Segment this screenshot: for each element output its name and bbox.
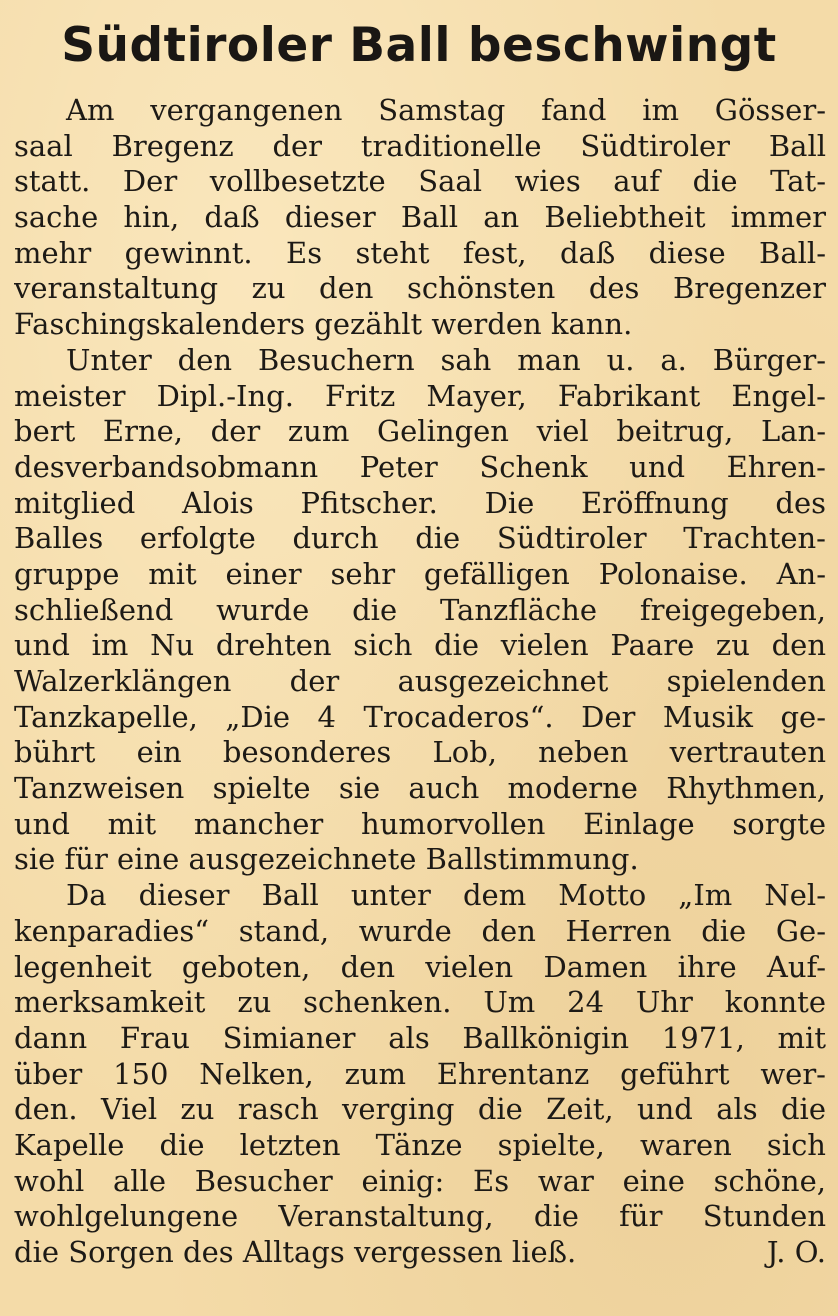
- text-line: wohl alle Besucher einig: Es war eine schöne,: [14, 1163, 826, 1198]
- text-line: mitglied Alois Pfitscher. Die Eröffnung des: [14, 485, 826, 520]
- text-line: Tanzkapelle, „Die 4 Trocaderos“. Der Musik ge-: [14, 699, 826, 734]
- text-line: wohlgelungene Veranstaltung, die für Stunden: [14, 1199, 826, 1234]
- text-line: dann Frau Simianer als Ballkönigin 1971, mit: [14, 1020, 826, 1055]
- author-signature: J. O.: [766, 1235, 826, 1269]
- text-line: sache hin, daß dieser Ball an Beliebtheit immer: [14, 200, 826, 235]
- text-line: saal Bregenz der traditionelle Südtiroler Ball: [14, 128, 826, 163]
- headline: Südtiroler Ball beschwingt: [61, 18, 777, 73]
- text-line: über 150 Nelken, zum Ehrentanz geführt wer-: [14, 1056, 826, 1091]
- text-line: schließend wurde die Tanzfläche freigegeben,: [14, 592, 826, 627]
- text-line: desverbandsobmann Peter Schenk und Ehren-: [14, 449, 826, 484]
- text-line: Am vergangenen Samstag fand im Gösser-: [66, 93, 826, 127]
- text-line: und mit mancher humorvollen Einlage sorgte: [14, 806, 826, 841]
- text-line: Da dieser Ball unter dem Motto „Im Nel-: [66, 878, 826, 913]
- text-line: die Sorgen des Alltags vergessen ließ.: [14, 1235, 577, 1269]
- text-line: Walzerklängen der ausgezeichnet spielenden: [14, 664, 826, 698]
- text-line: meister Dipl.-Ing. Fritz Mayer, Fabrikant Engel-: [14, 378, 826, 413]
- text-line: bert Erne, der zum Gelingen viel beitrug, Lan-: [14, 414, 826, 449]
- text-line: kenparadies“ stand, wurde den Herren die Ge-: [14, 913, 826, 948]
- final-line: [14, 1235, 826, 1271]
- article-body: [14, 93, 826, 1271]
- text-line: mehr gewinnt. Es steht fest, daß diese Ball-: [14, 235, 826, 270]
- text-line: bührt ein besonderes Lob, neben vertrauten: [14, 735, 826, 770]
- text-line: Unter den Besuchern sah man u. a. Bürger-: [66, 342, 826, 377]
- text-line: und im Nu drehten sich die vielen Paare zu den: [14, 628, 826, 663]
- text-line: legenheit geboten, den vielen Damen ihre Auf-: [14, 949, 826, 984]
- text-line: Balles erfolgte durch die Südtiroler Trachten-: [14, 521, 826, 556]
- text-line: merksamkeit zu schenken. Um 24 Uhr konnte: [14, 985, 826, 1020]
- text-line: statt. Der vollbesetzte Saal wies auf die Tat-: [14, 164, 826, 199]
- text-line: sie für eine ausgezeichnete Ballstimmung.: [14, 842, 639, 877]
- text-line: Kapelle die letzten Tänze spielte, waren sich: [14, 1127, 826, 1162]
- text-line: veranstaltung zu den schönsten des Bregenzer: [14, 271, 826, 306]
- text-line: Tanzweisen spielte sie auch moderne Rhythmen,: [14, 771, 826, 806]
- text-line: gruppe mit einer sehr gefälligen Polonaise. An-: [14, 556, 826, 591]
- text-line: den. Viel zu rasch verging die Zeit, und als die: [14, 1092, 826, 1127]
- text-line: Faschingskalenders gezählt werden kann.: [14, 307, 633, 342]
